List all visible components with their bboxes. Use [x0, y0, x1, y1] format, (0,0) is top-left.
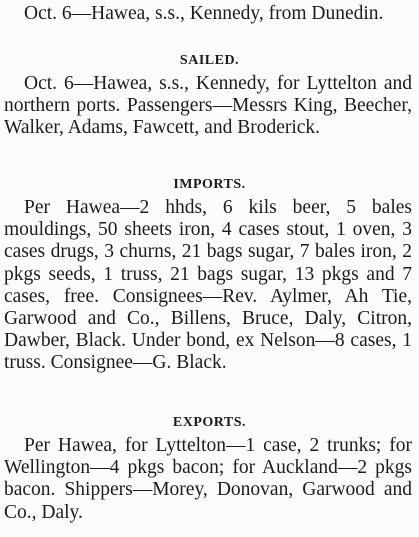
imports-entry: Per Hawea—2 hhds, 6 kils beer, 5 bales mouldings, 50 sheets iron, 4 cases stout, 1 oven, 3 cases drugs, 3 churns, 21 bags sugar, 7 bales iron, 2 pkgs seeds, 1 truss, 21 bags sugar, 13 pkgs and 7 cases, free. Consignees—Rev. Aylmer, Ah Tie, Garwood and Co., Billens, Bruce, Daly, Citron, Dawber, Black. Under bond, ex Nelson—8 cases, 1 truss. Consignee—G. Black.: [4, 197, 412, 374]
sailed-entry: Oct. 6—Hawea, s.s., Kennedy, for Lyttelton and northern ports. Passengers—Messrs King, Beecher, Walker, Adams, Fawcett, and Broderick.: [4, 73, 412, 139]
exports-heading: EXPORTS.: [172, 415, 247, 430]
imports-heading: IMPORTS.: [173, 177, 246, 192]
exports-entry: Per Hawea, for Lyttelton—1 case, 2 trunks; for Wellington—4 pkgs bacon; for Auckland—2 pkgs bacon. Shippers—Morey, Donovan, Garwood and Co., Daly.: [4, 435, 412, 523]
arrival-entry: Oct. 6—Hawea, s.s., Kennedy, from Dunedin.: [24, 3, 384, 24]
sailed-heading: SAILED.: [179, 53, 240, 68]
